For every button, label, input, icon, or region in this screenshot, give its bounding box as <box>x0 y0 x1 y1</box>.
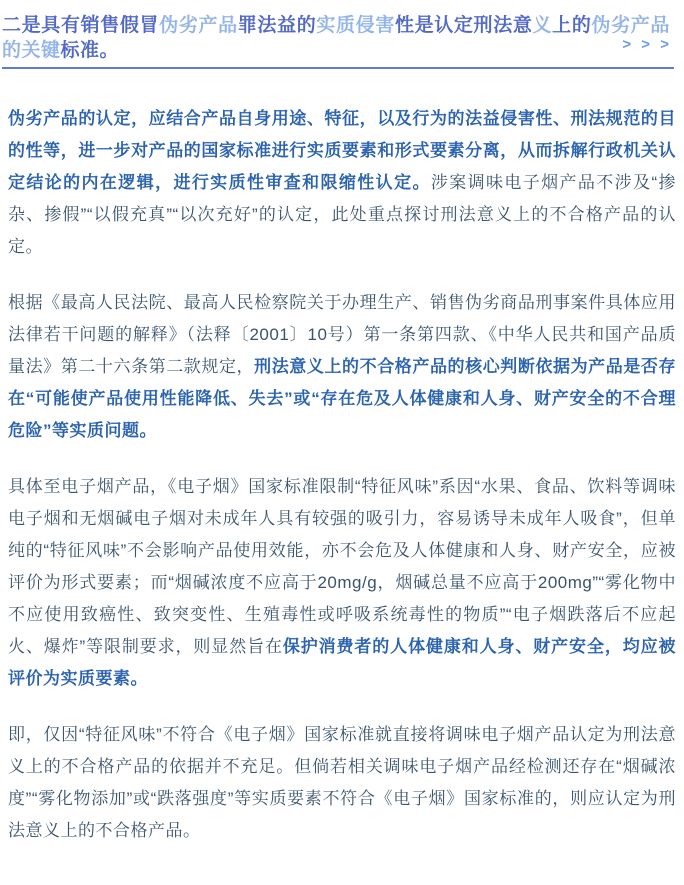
title-segment: 上的 <box>552 15 592 36</box>
text-run: 根据《最高人民法院、最高人民检察院关于办理生产、销售伪劣商品刑事案件具体应用法律若干问题的解释》（法释〔2001〕10号）第一条第四款、《中华人民共和国产品质量法》第二十六条第二款规定， <box>8 293 676 376</box>
text-run: 涉案调味电子烟产品不涉及“掺杂、掺假”“以假充真”“以次充好”的认定，此处重点探讨刑法意义上的不合格产品的认定。 <box>8 173 676 256</box>
paragraph <box>8 471 676 695</box>
title-segment: 性是认定刑法意 <box>394 15 533 36</box>
title-segment: 伪劣产品的关键 <box>2 15 670 61</box>
article-body <box>0 69 684 871</box>
title-segment: 二是具有销售假冒 <box>2 15 160 36</box>
title-segment: 实质侵害 <box>316 15 395 36</box>
title-segment: 标准。 <box>60 40 120 61</box>
header-divider <box>2 67 674 69</box>
article-header <box>0 0 684 69</box>
emphasis-text-run: 保护消费者的人体健康和人身、财产安全，均应被评价为实质要素。 <box>8 637 676 688</box>
title-segment: 罪法益的 <box>237 15 317 36</box>
emphasis-text-run: 刑法意义上的不合格产品的核心判断依据为产品是否存在“可能使产品使用性能降低、失去”或“存在危及人体健康和人身、财产安全的不合理危险”等实质问题。 <box>8 357 677 440</box>
text-run: 具体至电子烟产品，《电子烟》国家标准限制“特征风味”系因“水果、食品、饮料等调味电子烟和无烟碱电子烟对未成年人具有较强的吸引力，容易诱导未成年人吸食”，但单纯的“特征风味”不会影响产品使用效能，亦不会危及人体健康和人身、财产安全，应被评价为形式要素；而“烟碱浓度不应高于20mg/g，烟碱总量不应高于200mg”“雾化物中不应使用致癌性、致突变性、生殖毒性或呼吸系统毒性的物质”“电子烟跌落后不应起火、爆炸”等限制要求，则显然旨在 <box>8 477 676 656</box>
paragraph <box>8 719 676 847</box>
text-run: 即，仅因“特征风味”不符合《电子烟》国家标准就直接将调味电子烟产品认定为刑法意义上的不合格产品的依据并不充足。但倘若相关调味电子烟产品经检测还存在“烟碱浓度”“雾化物添加”或“跌落强度”等实质要素不符合《电子烟》国家标准的，则应认定为刑法意义上的不合格产品。 <box>8 725 676 840</box>
title-segment: 义 <box>532 15 553 36</box>
paragraph <box>8 287 676 447</box>
article-title <box>2 13 674 63</box>
more-arrows-indicator: > > > <box>622 36 672 53</box>
title-segment: 伪劣产品 <box>159 15 238 36</box>
emphasis-text-run: 伪劣产品的认定，应结合产品自身用途、特征，以及行为的法益侵害性、刑法规范的目的性等，进一步对产品的国家标准进行实质要素和形式要素分离，从而拆解行政机关认定结论的内在逻辑，进行实质性审查和限缩性认定。 <box>8 109 676 192</box>
paragraph <box>8 103 676 263</box>
